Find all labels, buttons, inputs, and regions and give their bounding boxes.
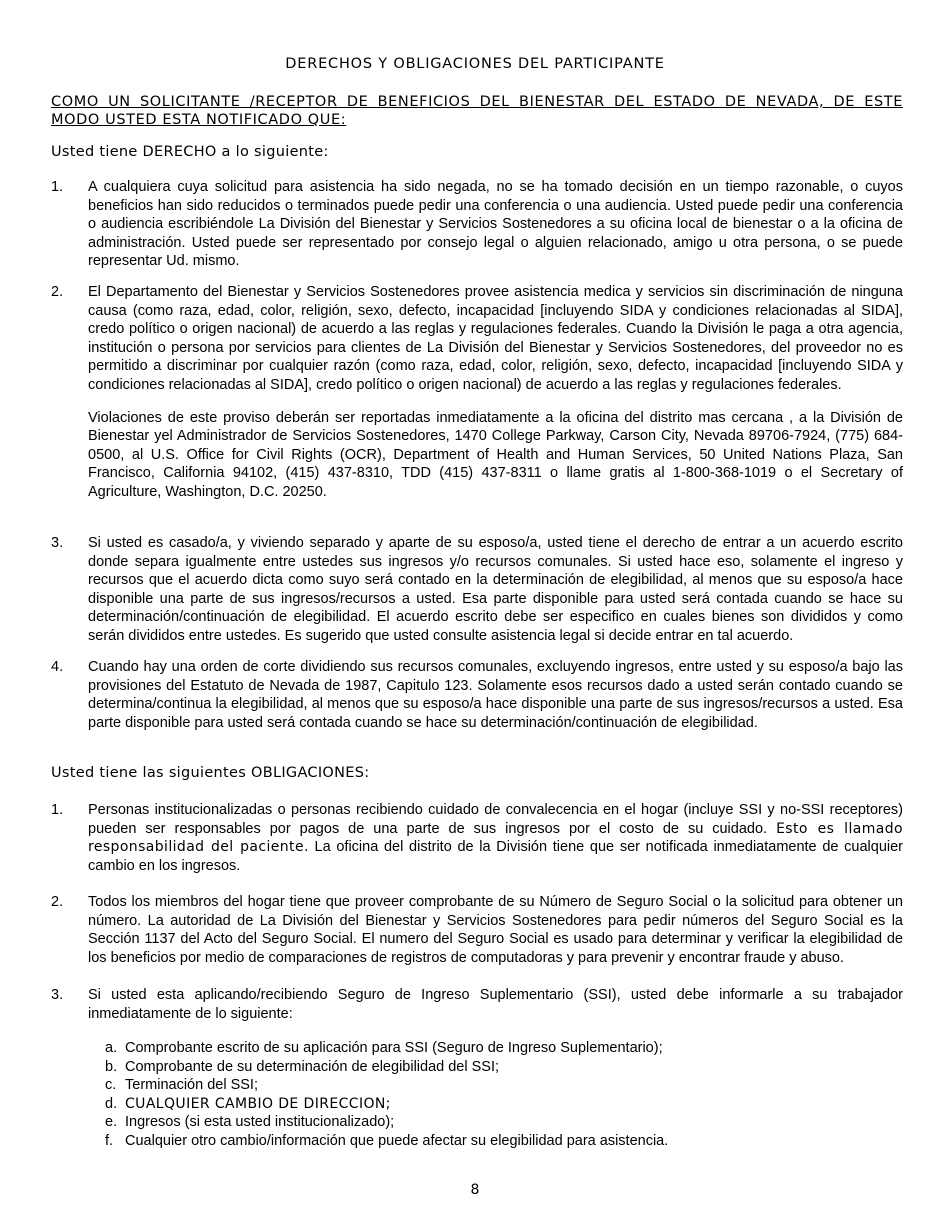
list-item-label: d.: [105, 1095, 118, 1112]
document-title: DERECHOS Y OBLIGACIONES DEL PARTICIPANTE: [285, 56, 665, 72]
rights-heading: Usted tiene DERECHO a lo siguiente:: [51, 144, 329, 160]
list-item-text: Ingresos (si esta usted institucionalizado);: [125, 1114, 395, 1131]
notice-banner: COMO UN SOLICITANTE /RECEPTOR DE BENEFICIOS DEL BIENESTAR DEL ESTADO DE NEVADA, DE ESTE MODO USTED ESTA NOTIFICADO QUE:: [51, 94, 903, 128]
item-text: Si usted es casado/a, y viviendo separado y aparte de su esposo/a, usted tiene el derecho de entrar a un acuerdo escrito donde separa igualmente entre ustedes sus ingresos y/o recursos comunales. Si usted hace eso, solamente el ingreso y recursos que el acuerdo dicta como suyo será contado en la determinación de elegibilidad, al menos que su esposo/a hace disponible una parte de sus ingresos/recursos a usted. Esa parte disponible para usted será contada cuando se hace su determinación/continuación de elegibilidad. El acuerdo escrito debe ser especifico en cuales bienes son divididos y como serán divididos entre ustedes. Es sugerido que usted consulte asistencia legal si decide entrar en tal acuerdo.: [88, 535, 903, 644]
item-number: 1.: [51, 802, 64, 818]
item-text: Cuando hay una orden de corte dividiendo sus recursos comunales, excluyendo ingresos, entre usted y su esposo/a bajo las provisiones del Estatuto de Nevada de 1987, Capitulo 123. Solamente esos recursos dado a usted serán contado cuando se determina/continua la elegibilidad, al menos que su esposo/a hace disponible una parte de sus ingresos/recursos a usted. Esa parte disponible para usted será contada cuando se hace su determinación/continuación de elegibilidad.: [88, 659, 903, 731]
list-item-label: e.: [105, 1114, 118, 1131]
item-number: 4.: [51, 659, 64, 675]
patient-responsibility-note: Esto es llamado responsabilidad del paciente.: [88, 820, 904, 856]
list-item: [105, 1113, 905, 1132]
list-item-text: CUALQUIER CAMBIO DE DIRECCION;: [125, 1095, 391, 1112]
list-item: [105, 1058, 905, 1077]
item-body: [88, 283, 903, 502]
item-text: [88, 801, 903, 875]
list-item: [105, 1076, 905, 1095]
item-number: 2.: [51, 894, 64, 910]
item-number: 3.: [51, 535, 64, 551]
item-text-part: La oficina del distrito de la División tiene que ser notificada inmediatamente de cualquier cambio en los ingresos.: [88, 839, 904, 874]
list-item: [105, 1095, 905, 1114]
obligations-heading: Usted tiene las siguientes OBLIGACIONES:: [51, 765, 370, 781]
item-text-violations: Violaciones de este proviso deberán ser reportadas inmediatamente a la oficina del distrito mas cercana , a la División de Bienestar yel Administrador de Servicios Sostenedores, 1470 College Parkway, Carson City, Nevada 89706-7924, (775) 684-0500, al U.S. Office for Civil Rights (OCR), Department of Health and Human Services, 50 United Nations Plaza, San Francisco, California 94102, (415) 437-8310, TDD (415) 437-8311 o llame gratis al 1-800-368-1019 o el Secretary of Agriculture, Washington, D.C. 20250.: [88, 409, 903, 500]
item-text-part: Personas institucionalizadas o personas recibiendo cuidado de convalecencia en el hogar (incluye SSI y no-SSI receptores) pueden ser responsables por pagos de una parte de sus ingresos por el costo de su cuidado.: [88, 802, 903, 837]
list-item-label: a.: [105, 1040, 118, 1056]
list-item-text: Terminación del SSI;: [125, 1077, 258, 1094]
page-number: 8: [470, 1182, 480, 1198]
list-item-text: Comprobante escrito de su aplicación para SSI (Seguro de Ingreso Suplementario);: [125, 1040, 663, 1056]
ssi-report-list: [105, 1039, 905, 1151]
item-text: Si usted esta aplicando/recibiendo Seguro de Ingreso Suplementario (SSI), usted debe informarle a su trabajador inmediatamente de lo siguiente:: [88, 987, 903, 1022]
list-item-label: f.: [105, 1132, 114, 1149]
item-number: 1.: [51, 179, 64, 195]
item-number: 2.: [51, 284, 64, 300]
list-item-text: Comprobante de su determinación de elegibilidad del SSI;: [125, 1058, 500, 1075]
list-item: [105, 1039, 905, 1058]
list-item-label: b.: [105, 1058, 118, 1075]
list-item: [105, 1132, 905, 1151]
item-text: Todos los miembros del hogar tiene que proveer comprobante de su Número de Seguro Social o la solicitud para obtener un número. La autoridad de La División del Bienestar y Servicios Sostenedores para pedir números del Seguro Social es la Sección 1137 del Acto del Seguro Social. El numero del Seguro Social es usado para determinar y verificar la elegibilidad de los beneficios por medio de comparaciones de registros de computadoras y para prevenir y encontrar fraude y abuso.: [88, 894, 903, 966]
list-item-label: c.: [105, 1077, 117, 1094]
list-item-text: Cualquier otro cambio/información que puede afectar su elegibilidad para asistencia.: [125, 1132, 669, 1149]
item-text: El Departamento del Bienestar y Servicios Sostenedores provee asistencia medica y servicios sin discriminación de ninguna causa (como raza, edad, color, religión, sexo, defecto, incapacidad [incluyendo SIDA y condiciones relacionadas al SIDA], credo político o origen nacional) de acuerdo a las reglas y regulaciones federales. Cuando la División le paga a otra agencia, institución o persona por servicios para clientes de La División del Bienestar y Servicios Sostenedores, del proveedor no es permitido a discriminar por cualquier razón (como raza, edad, color, religión, sexo, defecto, incapacidad [incluyendo SIDA y condiciones relacionadas al SIDA], credo político o origen nacional) de acuerdo a las reglas y regulaciones federales.: [88, 284, 903, 393]
item-number: 3.: [51, 987, 64, 1003]
item-text: A cualquiera cuya solicitud para asistencia ha sido negada, no se ha tomado decisión en un tiempo razonable, o cuyos beneficios han sido reducidos o terminados puede pedir una conferencia o una audiencia. Usted puede pedir una conferencia o audiencia escribiéndole La División del Bienestar y Servicios Sostenedores a su oficina local de bienestar o a la oficina de administración. Usted puede ser representado por consejo legal o alguien relacionado, amigo u otra persona, o se puede representar Ud. mismo.: [88, 179, 903, 270]
